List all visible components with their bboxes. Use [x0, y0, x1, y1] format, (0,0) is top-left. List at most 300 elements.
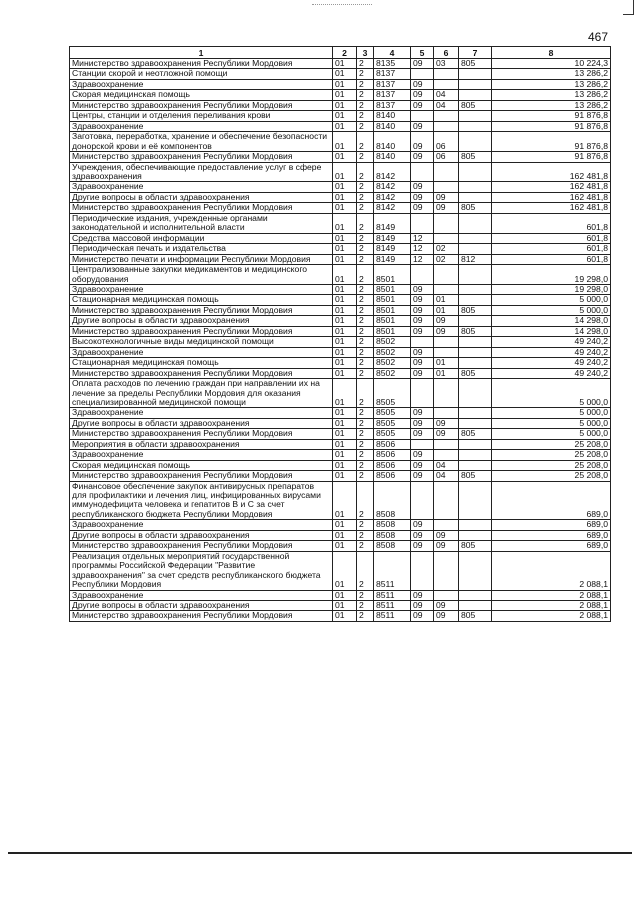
code-subsection: [434, 347, 459, 357]
code-3: 2: [357, 326, 374, 336]
item-name: Периодическая печать и издательства: [70, 244, 333, 254]
item-amount: 689,0: [492, 520, 611, 530]
table-row: [70, 460, 611, 470]
table-row: [70, 244, 611, 254]
code-target: 8505: [374, 429, 411, 439]
table-row: [70, 358, 611, 368]
item-name: Другие вопросы в области здравоохранения: [70, 418, 333, 428]
code-2: 01: [333, 244, 357, 254]
item-name: Министерство здравоохранения Республики Мордовия: [70, 368, 333, 378]
item-name: Министерство здравоохранения Республики Мордовия: [70, 305, 333, 315]
code-ministry: [459, 111, 492, 121]
code-3: 2: [357, 347, 374, 357]
code-subsection: 04: [434, 471, 459, 481]
code-2: 01: [333, 358, 357, 368]
code-2: 01: [333, 460, 357, 470]
item-amount: 19 298,0: [492, 265, 611, 285]
code-subsection: 09: [434, 203, 459, 213]
code-target: 8506: [374, 439, 411, 449]
code-target: 8511: [374, 551, 411, 590]
code-section: 09: [411, 418, 434, 428]
column-header: 6: [434, 47, 459, 59]
code-section: 12: [411, 254, 434, 264]
item-amount: 13 286,2: [492, 100, 611, 110]
code-subsection: 01: [434, 295, 459, 305]
code-section: 12: [411, 233, 434, 243]
code-3: 2: [357, 59, 374, 69]
item-amount: 13 286,2: [492, 79, 611, 89]
code-section: 09: [411, 530, 434, 540]
code-target: 8506: [374, 450, 411, 460]
code-ministry: [459, 520, 492, 530]
code-2: 01: [333, 481, 357, 520]
code-target: 8502: [374, 347, 411, 357]
code-section: [411, 111, 434, 121]
item-amount: 25 208,0: [492, 460, 611, 470]
code-2: 01: [333, 192, 357, 202]
code-subsection: 09: [434, 530, 459, 540]
item-name: Министерство здравоохранения Республики Мордовия: [70, 152, 333, 162]
item-amount: 25 208,0: [492, 450, 611, 460]
code-2: 01: [333, 132, 357, 152]
code-section: 09: [411, 79, 434, 89]
table-row: [70, 530, 611, 540]
code-section: 09: [411, 203, 434, 213]
item-name: Учреждения, обеспечивающие предоставление услуг в сфере здравоохранения: [70, 162, 333, 182]
item-name: Здравоохранение: [70, 79, 333, 89]
code-2: 01: [333, 265, 357, 285]
code-target: 8142: [374, 182, 411, 192]
code-section: [411, 162, 434, 182]
code-target: 8137: [374, 90, 411, 100]
code-subsection: 04: [434, 100, 459, 110]
code-subsection: 06: [434, 152, 459, 162]
item-amount: 601,8: [492, 254, 611, 264]
code-3: 2: [357, 284, 374, 294]
code-section: 09: [411, 192, 434, 202]
table-row: [70, 111, 611, 121]
item-amount: 49 240,2: [492, 347, 611, 357]
code-ministry: 805: [459, 471, 492, 481]
table-row: [70, 132, 611, 152]
code-target: 8501: [374, 326, 411, 336]
table-row: [70, 520, 611, 530]
item-amount: 5 000,0: [492, 418, 611, 428]
code-3: 2: [357, 418, 374, 428]
code-section: [411, 213, 434, 233]
code-subsection: [434, 284, 459, 294]
code-target: 8501: [374, 316, 411, 326]
code-section: [411, 69, 434, 79]
item-name: Финансовое обеспечение закупок антивирусных препаратов для профилактики и лечения лиц, инфицированных вирусами иммунодефицита человека и гепатитов В и С за счет республиканского бюджета Республики Мордовия: [70, 481, 333, 520]
code-target: 8501: [374, 295, 411, 305]
code-section: 09: [411, 590, 434, 600]
top-scan-marks: [312, 4, 372, 6]
column-header: 5: [411, 47, 434, 59]
code-ministry: [459, 295, 492, 305]
table-row: [70, 203, 611, 213]
item-amount: 25 208,0: [492, 471, 611, 481]
code-section: 09: [411, 100, 434, 110]
code-section: [411, 439, 434, 449]
code-section: 09: [411, 601, 434, 611]
code-target: 8502: [374, 358, 411, 368]
item-amount: 5 000,0: [492, 295, 611, 305]
code-3: 2: [357, 368, 374, 378]
item-amount: 25 208,0: [492, 439, 611, 449]
item-name: Здравоохранение: [70, 590, 333, 600]
code-target: 8505: [374, 379, 411, 408]
code-ministry: [459, 90, 492, 100]
code-2: 01: [333, 429, 357, 439]
code-subsection: [434, 121, 459, 131]
column-header: 2: [333, 47, 357, 59]
code-subsection: [434, 213, 459, 233]
code-ministry: 805: [459, 326, 492, 336]
table-row: [70, 326, 611, 336]
code-section: 09: [411, 520, 434, 530]
code-2: 01: [333, 305, 357, 315]
item-amount: 13 286,2: [492, 69, 611, 79]
code-subsection: [434, 590, 459, 600]
code-3: 2: [357, 611, 374, 621]
code-ministry: [459, 481, 492, 520]
item-name: Министерство здравоохранения Республики Мордовия: [70, 326, 333, 336]
code-3: 2: [357, 111, 374, 121]
table-row: [70, 601, 611, 611]
code-ministry: [459, 244, 492, 254]
code-3: 2: [357, 265, 374, 285]
code-section: 09: [411, 358, 434, 368]
table-row: [70, 265, 611, 285]
code-ministry: 805: [459, 152, 492, 162]
code-section: [411, 379, 434, 408]
item-name: Централизованные закупки медикаментов и медицинского оборудования: [70, 265, 333, 285]
item-name: Средства массовой информации: [70, 233, 333, 243]
item-name: Периодические издания, учрежденные органами законодательной и исполнительной власти: [70, 213, 333, 233]
table-row: [70, 162, 611, 182]
code-3: 2: [357, 379, 374, 408]
code-target: 8142: [374, 203, 411, 213]
code-3: 2: [357, 305, 374, 315]
code-section: 09: [411, 305, 434, 315]
code-3: 2: [357, 541, 374, 551]
code-section: [411, 337, 434, 347]
table-row: [70, 551, 611, 590]
table-row: [70, 182, 611, 192]
item-amount: 14 298,0: [492, 316, 611, 326]
item-name: Другие вопросы в области здравоохранения: [70, 316, 333, 326]
code-target: 8149: [374, 233, 411, 243]
code-ministry: [459, 265, 492, 285]
code-subsection: 01: [434, 358, 459, 368]
item-amount: 91 876,8: [492, 152, 611, 162]
table-row: [70, 100, 611, 110]
table-row: [70, 254, 611, 264]
code-subsection: [434, 379, 459, 408]
item-amount: 5 000,0: [492, 429, 611, 439]
table-row: [70, 192, 611, 202]
code-section: 09: [411, 408, 434, 418]
item-amount: 162 481,8: [492, 182, 611, 192]
code-2: 01: [333, 520, 357, 530]
item-amount: 10 224,3: [492, 59, 611, 69]
table-row: [70, 213, 611, 233]
code-target: 8149: [374, 213, 411, 233]
item-amount: 2 088,1: [492, 551, 611, 590]
code-ministry: 805: [459, 429, 492, 439]
table-body: [70, 59, 611, 622]
code-3: 2: [357, 551, 374, 590]
code-2: 01: [333, 541, 357, 551]
code-section: 09: [411, 284, 434, 294]
code-ministry: [459, 590, 492, 600]
code-subsection: 09: [434, 418, 459, 428]
code-3: 2: [357, 182, 374, 192]
code-target: 8501: [374, 305, 411, 315]
item-name: Станции скорой и неотложной помощи: [70, 69, 333, 79]
item-name: Другие вопросы в области здравоохранения: [70, 601, 333, 611]
code-ministry: [459, 551, 492, 590]
code-2: 01: [333, 316, 357, 326]
table-row: [70, 316, 611, 326]
code-2: 01: [333, 471, 357, 481]
code-subsection: 09: [434, 326, 459, 336]
code-ministry: [459, 601, 492, 611]
item-amount: 2 088,1: [492, 590, 611, 600]
code-ministry: [459, 358, 492, 368]
code-2: 01: [333, 530, 357, 540]
table-row: [70, 379, 611, 408]
item-name: Центры, станции и отделения переливания крови: [70, 111, 333, 121]
code-2: 01: [333, 450, 357, 460]
code-section: 09: [411, 59, 434, 69]
code-ministry: [459, 79, 492, 89]
item-name: Здравоохранение: [70, 408, 333, 418]
code-target: 8502: [374, 368, 411, 378]
item-amount: 689,0: [492, 530, 611, 540]
code-target: 8511: [374, 590, 411, 600]
code-section: 09: [411, 90, 434, 100]
code-subsection: 02: [434, 244, 459, 254]
code-2: 01: [333, 69, 357, 79]
table-row: [70, 418, 611, 428]
code-subsection: [434, 439, 459, 449]
item-amount: 689,0: [492, 481, 611, 520]
code-3: 2: [357, 233, 374, 243]
code-target: 8142: [374, 162, 411, 182]
item-name: Министерство здравоохранения Республики Мордовия: [70, 541, 333, 551]
item-name: Здравоохранение: [70, 520, 333, 530]
code-section: 09: [411, 152, 434, 162]
code-2: 01: [333, 295, 357, 305]
code-target: 8502: [374, 337, 411, 347]
code-3: 2: [357, 69, 374, 79]
code-3: 2: [357, 121, 374, 131]
code-3: 2: [357, 295, 374, 305]
column-header: 8: [492, 47, 611, 59]
column-header: 4: [374, 47, 411, 59]
item-amount: 49 240,2: [492, 368, 611, 378]
table-row: [70, 347, 611, 357]
code-ministry: [459, 460, 492, 470]
code-subsection: 04: [434, 460, 459, 470]
code-target: 8508: [374, 541, 411, 551]
code-3: 2: [357, 601, 374, 611]
item-name: Здравоохранение: [70, 182, 333, 192]
code-3: 2: [357, 203, 374, 213]
code-ministry: [459, 408, 492, 418]
table-row: [70, 471, 611, 481]
code-3: 2: [357, 79, 374, 89]
item-name: Другие вопросы в области здравоохранения: [70, 530, 333, 540]
code-ministry: [459, 121, 492, 131]
code-subsection: [434, 481, 459, 520]
page-number: 467: [588, 30, 609, 44]
code-ministry: [459, 284, 492, 294]
code-target: 8140: [374, 152, 411, 162]
table-row: [70, 368, 611, 378]
code-subsection: [434, 520, 459, 530]
code-subsection: 03: [434, 59, 459, 69]
table-row: [70, 233, 611, 243]
table-row: [70, 590, 611, 600]
code-3: 2: [357, 244, 374, 254]
table-row: [70, 284, 611, 294]
code-subsection: [434, 162, 459, 182]
code-section: 09: [411, 429, 434, 439]
code-section: 09: [411, 347, 434, 357]
item-amount: 601,8: [492, 233, 611, 243]
table-row: [70, 121, 611, 131]
code-2: 01: [333, 254, 357, 264]
code-section: 12: [411, 244, 434, 254]
table-row: [70, 69, 611, 79]
code-3: 2: [357, 337, 374, 347]
code-ministry: 805: [459, 368, 492, 378]
code-target: 8506: [374, 471, 411, 481]
code-3: 2: [357, 254, 374, 264]
code-subsection: [434, 408, 459, 418]
item-name: Здравоохранение: [70, 284, 333, 294]
code-ministry: 805: [459, 59, 492, 69]
code-2: 01: [333, 439, 357, 449]
code-subsection: 01: [434, 305, 459, 315]
code-2: 01: [333, 233, 357, 243]
code-subsection: 02: [434, 254, 459, 264]
item-name: Министерство здравоохранения Республики Мордовия: [70, 100, 333, 110]
code-2: 01: [333, 326, 357, 336]
item-amount: 49 240,2: [492, 337, 611, 347]
code-2: 01: [333, 611, 357, 621]
code-subsection: [434, 337, 459, 347]
code-target: 8140: [374, 132, 411, 152]
code-ministry: [459, 182, 492, 192]
code-target: 8140: [374, 121, 411, 131]
code-2: 01: [333, 418, 357, 428]
code-ministry: 805: [459, 203, 492, 213]
item-amount: 162 481,8: [492, 192, 611, 202]
item-amount: 5 000,0: [492, 408, 611, 418]
item-name: Стационарная медицинская помощь: [70, 295, 333, 305]
code-target: 8505: [374, 408, 411, 418]
code-subsection: [434, 450, 459, 460]
table-row: [70, 337, 611, 347]
code-section: [411, 551, 434, 590]
table-row: [70, 90, 611, 100]
item-name: Заготовка, переработка, хранение и обеспечение безопасности донорской крови и её компонентов: [70, 132, 333, 152]
code-subsection: 09: [434, 601, 459, 611]
code-ministry: 812: [459, 254, 492, 264]
code-subsection: 09: [434, 541, 459, 551]
code-ministry: [459, 162, 492, 182]
code-subsection: [434, 265, 459, 285]
code-3: 2: [357, 152, 374, 162]
code-ministry: [459, 439, 492, 449]
code-ministry: 805: [459, 305, 492, 315]
code-2: 01: [333, 203, 357, 213]
code-target: 8505: [374, 418, 411, 428]
code-ministry: 805: [459, 541, 492, 551]
code-3: 2: [357, 429, 374, 439]
table-row: [70, 59, 611, 69]
code-section: 09: [411, 471, 434, 481]
code-ministry: [459, 337, 492, 347]
code-3: 2: [357, 530, 374, 540]
item-amount: 91 876,8: [492, 111, 611, 121]
code-2: 01: [333, 90, 357, 100]
code-3: 2: [357, 100, 374, 110]
item-name: Министерство печати и информации Республики Мордовия: [70, 254, 333, 264]
budget-table: [69, 46, 611, 622]
code-target: 8511: [374, 601, 411, 611]
code-section: 09: [411, 611, 434, 621]
code-ministry: [459, 418, 492, 428]
code-2: 01: [333, 152, 357, 162]
code-ministry: [459, 450, 492, 460]
code-3: 2: [357, 408, 374, 418]
code-subsection: [434, 551, 459, 590]
table-row: [70, 450, 611, 460]
code-ministry: [459, 347, 492, 357]
item-amount: 601,8: [492, 213, 611, 233]
item-name: Высокотехнологичные виды медицинской помощи: [70, 337, 333, 347]
code-3: 2: [357, 471, 374, 481]
code-2: 01: [333, 79, 357, 89]
code-subsection: [434, 69, 459, 79]
code-3: 2: [357, 439, 374, 449]
code-subsection: [434, 233, 459, 243]
table-row: [70, 408, 611, 418]
item-name: Министерство здравоохранения Республики Мордовия: [70, 59, 333, 69]
table-row: [70, 152, 611, 162]
code-2: 01: [333, 284, 357, 294]
item-name: Стационарная медицинская помощь: [70, 358, 333, 368]
item-amount: 91 876,8: [492, 132, 611, 152]
code-section: [411, 265, 434, 285]
item-amount: 14 298,0: [492, 326, 611, 336]
item-amount: 689,0: [492, 541, 611, 551]
code-target: 8511: [374, 611, 411, 621]
item-name: Министерство здравоохранения Республики Мордовия: [70, 203, 333, 213]
table-row: [70, 481, 611, 520]
table-row: [70, 611, 611, 621]
code-section: 09: [411, 368, 434, 378]
code-3: 2: [357, 90, 374, 100]
item-amount: 2 088,1: [492, 611, 611, 621]
item-name: Скорая медицинская помощь: [70, 460, 333, 470]
code-2: 01: [333, 551, 357, 590]
